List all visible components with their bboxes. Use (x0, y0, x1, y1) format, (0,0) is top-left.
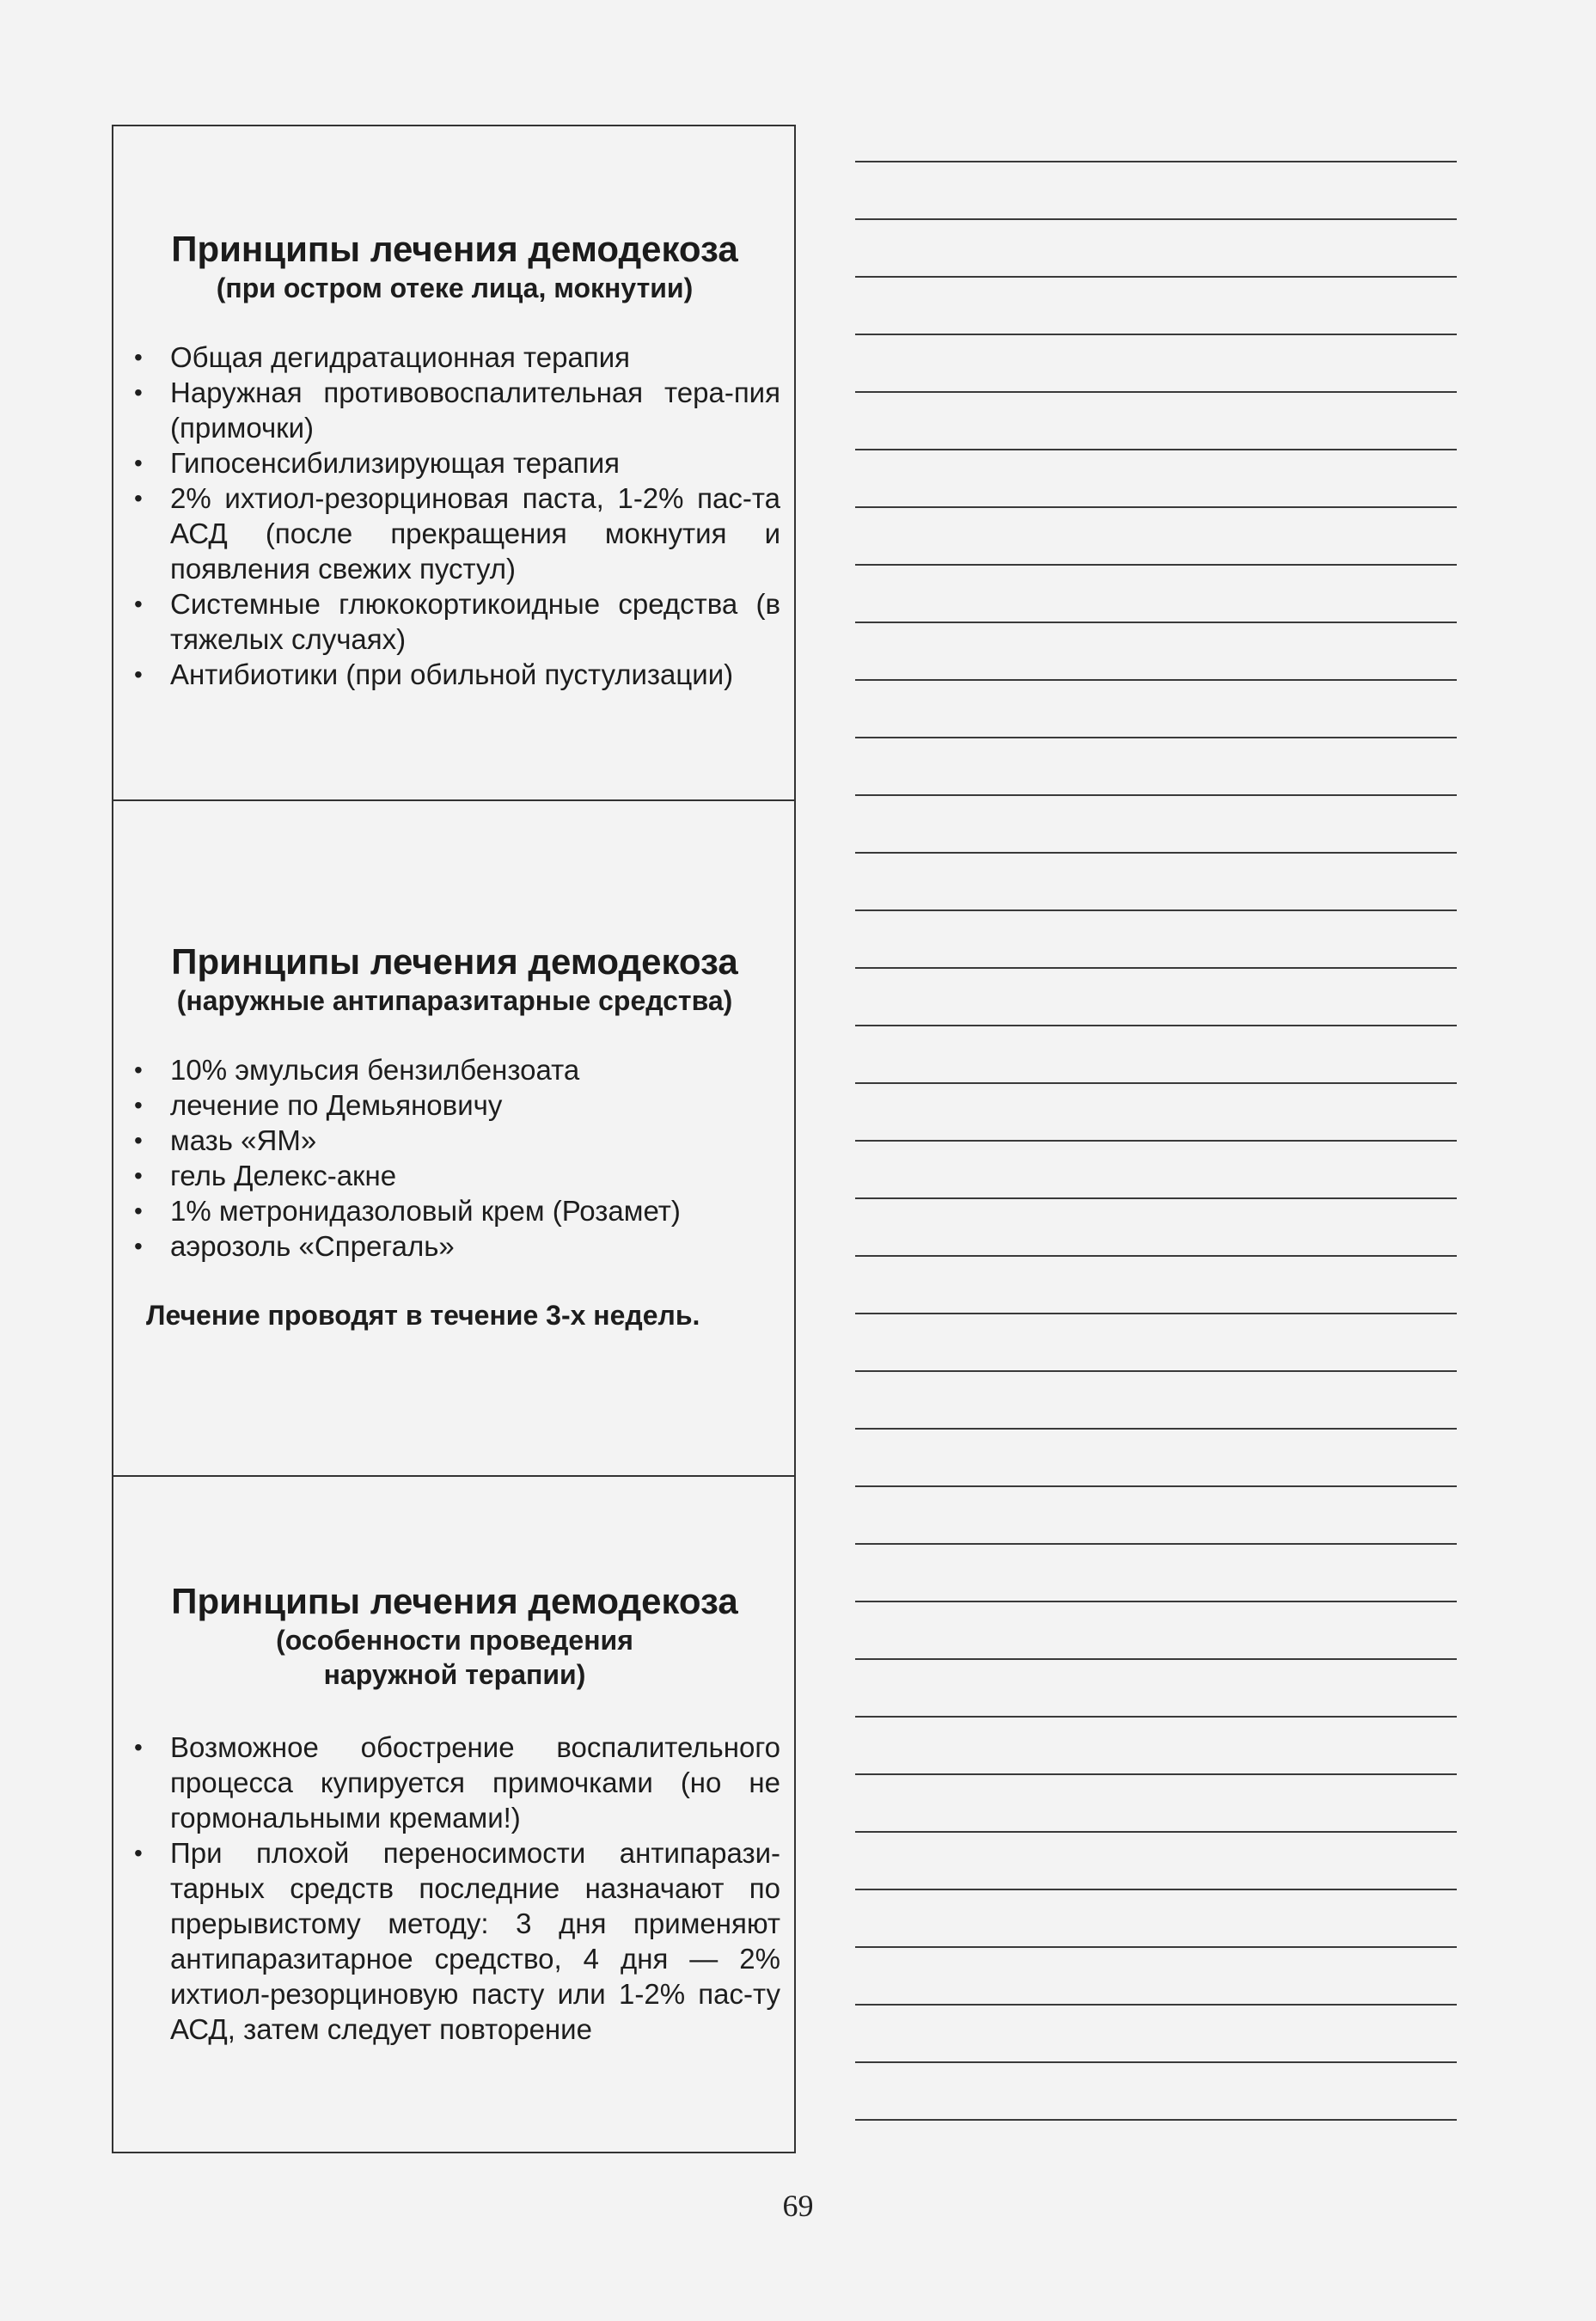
list-item: • лечение по Демьяновичу (129, 1087, 780, 1123)
list-item: • 1% метронидазоловый крем (Розамет) (129, 1193, 780, 1228)
ruled-line (855, 1485, 1457, 1487)
ruled-line (855, 218, 1457, 220)
ruled-line (855, 1716, 1457, 1718)
ruled-line (855, 1025, 1457, 1026)
ruled-line (855, 852, 1457, 854)
list-item: • Системные глюкокортикоидные средства (в тяжелых случаях) (129, 586, 780, 657)
ruled-line (855, 967, 1457, 969)
ruled-line (855, 1831, 1457, 1833)
ruled-line (855, 1946, 1457, 1948)
list-item: • Возможное обострение воспалительного процесса купируется примочками (но не гормональными кремами!) (129, 1730, 780, 1835)
list-item: • При плохой переносимости антипарази-тарных средств последние назначают по прерывистому методу: 3 дня применяют антипаразитарное средство, 4 дня — 2% ихтиол-резорциновую пасту или 1-2% пас-ту АСД, затем следует повторение (129, 1835, 780, 2047)
ruled-line (855, 1140, 1457, 1142)
ruled-line (855, 737, 1457, 738)
ruled-line (855, 794, 1457, 796)
ruled-line (855, 1773, 1457, 1775)
list-item: • Гипосенсибилизирующая терапия (129, 445, 780, 481)
treatment-duration-note: Лечение проводят в течение 3-х недель. (146, 1300, 700, 1331)
ruled-line (855, 1601, 1457, 1602)
ruled-line (855, 679, 1457, 681)
bullet-list (129, 1730, 780, 2047)
ruled-line (855, 909, 1457, 911)
list-item: • Антибиотики (при обильной пустулизации) (129, 657, 780, 692)
ruled-line (855, 276, 1457, 278)
bullet-list (129, 1052, 780, 1264)
ruled-line (855, 1197, 1457, 1199)
ruled-line (855, 1255, 1457, 1257)
ruled-line (855, 1428, 1457, 1430)
ruled-line (855, 1889, 1457, 1890)
slide-3 (113, 1475, 794, 2152)
ruled-line (855, 2119, 1457, 2121)
ruled-line (855, 1658, 1457, 1660)
list-item: • мазь «ЯМ» (129, 1123, 780, 1158)
slide-1 (113, 126, 794, 799)
ruled-line (855, 564, 1457, 566)
notes-lines (855, 0, 1457, 2321)
ruled-line (855, 2004, 1457, 2006)
slide-subtitle: (особенности проведения наружной терапии) (276, 1625, 633, 1690)
ruled-line (855, 161, 1457, 162)
bullet-list (129, 340, 780, 692)
list-item: • гель Делекс-акне (129, 1158, 780, 1193)
list-item: • Общая дегидратационная терапия (129, 340, 780, 375)
ruled-line (855, 391, 1457, 393)
ruled-line (855, 2061, 1457, 2063)
ruled-line (855, 1082, 1457, 1084)
ruled-line (855, 1543, 1457, 1545)
list-item: • Наружная противовоспалительная тера-пия (примочки) (129, 375, 780, 445)
slide-subtitle: (наружные антипаразитарные средства) (176, 985, 733, 1016)
page-number: 69 (782, 2189, 814, 2223)
slide-2 (113, 799, 794, 1475)
ruled-line (855, 1313, 1457, 1314)
slide-title: Принципы лечения демодекоза (171, 941, 738, 982)
list-item: • 2% ихтиол-резорциновая паста, 1-2% пас-та АСД (после прекращения мокнутия и появления свежих пустул) (129, 481, 780, 586)
ruled-line (855, 449, 1457, 450)
slides-column (112, 125, 796, 2153)
ruled-line (855, 506, 1457, 508)
slide-subtitle: (при остром отеке лица, мокнутии) (216, 273, 694, 303)
slide-title: Принципы лечения демодекоза (171, 229, 738, 269)
ruled-line (855, 334, 1457, 335)
list-item: • 10% эмульсия бензилбензоата (129, 1052, 780, 1087)
list-item: • аэрозоль «Спрегаль» (129, 1228, 780, 1264)
ruled-line (855, 622, 1457, 623)
ruled-line (855, 1370, 1457, 1372)
slide-title: Принципы лечения демодекоза (171, 1581, 738, 1621)
